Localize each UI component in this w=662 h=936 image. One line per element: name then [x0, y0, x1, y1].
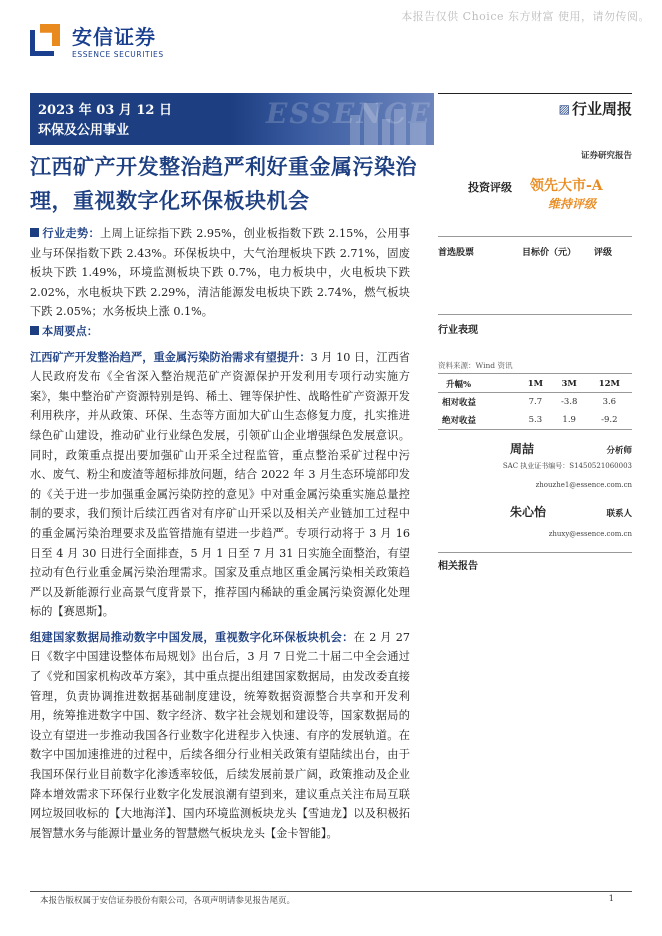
table-row: [438, 411, 632, 430]
stock-col-rating: 评级: [594, 248, 613, 258]
analyst-name: 周喆: [510, 442, 535, 456]
analyst-email[interactable]: zhouzhe1@essence.com.cn: [535, 481, 632, 489]
perf-header: 1M: [519, 376, 552, 393]
stock-col-target: 目标价（元）: [522, 248, 577, 258]
perf-table: [438, 376, 632, 430]
table-cell: 3.6: [602, 397, 617, 407]
company-logo: [30, 24, 164, 60]
point2-paragraph: [30, 628, 410, 844]
perf-title: 行业表现: [438, 314, 632, 336]
trend-text: 上周上证综指下跌 2.95%，创业板指数下跌 2.15%，公用事业与环保指数下跌 2.43%。环保板块中，大气治理板块下跌 2.71%，固废板块下跌 1.49%，环境监测板块下跌 0.7%，电力板块中，火电板块下跌 2.02%，水电板块下跌 2.29%，清洁能源发电板块下跌 2.74%，燃气板块下跌 2.05%；水务板块上涨 0.1%。: [30, 227, 410, 319]
table-cell: 5.3: [519, 411, 552, 430]
table-cell: 相对收益: [442, 398, 477, 408]
report-title: 江西矿产开发整治趋严利好重金属污染治理，重视数字化环保板块机会: [30, 154, 417, 213]
point1-paragraph: [30, 348, 410, 622]
report-sector: 环保及公用事业: [38, 123, 130, 138]
point1-text: 3 月 10 日，江西省人民政府发布《全省深入整治规范矿产资源保护开发利用专项行动实施方案》，集中整治矿产资源特别是钨、稀土、锂等保护性、战略性矿产资源开发利用秩序，并从政策、环保、生态等方面加大矿山生态修复力度，扎实推进绿色矿山建设，推动矿业行业绿色发展，引领矿山企业增强绿色发展意识。同时，政策重点提出要加强矿山开采全过程监管，重点整治采矿过程中污水、废气、粉尘和废渣等超标排放问题，结合 2022 年 3 月生态环境部印发的《关于进一步加强重金属污染防控的意见》中对重金属污染重实施总量控制的要求，我们预计后续江西省对有序矿山开采以及相关产业链加工过程中的重金属污染治理要求及监管措施有望进一步趋严。专项行动将于 3 月 16 日至 4 月 30 日进行全面排查，5 月 1 日至 7 月 31 日实施全面整治，有望拉动有色行业重金属污染治理需求。国家及重点地区重金属污染相关政策趋严以及新能源行业高景气度背景下，推荐国内稀缺的重金属污染资源化处理标的【赛恩斯】。: [30, 350, 410, 619]
analyst-role: 分析师: [606, 446, 632, 456]
perf-source: 资料来源：Wind 资讯: [438, 360, 632, 374]
points-label: 本周要点：: [42, 323, 98, 338]
table-cell: 7.7: [528, 397, 543, 407]
footer-disclaimer: 本报告版权属于安信证券股份有限公司，各项声明请参见报告尾页。: [40, 896, 296, 906]
rating-label: 投资评级: [468, 181, 512, 194]
table-cell: 1.9: [552, 411, 587, 430]
rating-value: 领先大市-A: [530, 178, 603, 194]
doc-type: 证券研究报告: [580, 151, 632, 161]
rating-row: [438, 175, 632, 212]
sidebar: [438, 93, 632, 572]
analyst-name: 朱心怡: [510, 505, 547, 519]
trend-label: 行业走势：: [42, 226, 101, 240]
analyst-email[interactable]: zhuxy@essence.com.cn: [548, 530, 632, 538]
banner-watermark-word: ESSENCE: [266, 97, 432, 130]
point2-text: 在 2 月 27 日《数字中国建设整体布局规划》出台后，3 月 7 日党二十届二中全会通过了《党和国家机构改革方案》，其中重点提出组建国家数据局，由发改委直接管理，负责协调推进数据基础制度建设，统筹数据资源整合共享和开发利用，统筹推进数字中国、数字经济、数字社会规划和建设等，国家数据局的设立有望进一步推动我国各行业数字化进程步入快速、有序的发展轨道。在数字中国加速推进的过程中，后续各细分行业相关政策有望陆续出台，由于我国环保行业目前数字化渗透率较低，后续发展前景广阔，政策推动及企业降本增效需求下环保行业数字化发展浪潮有望到来，建议重点关注布局互联网垃圾回收标的【大地海洋】、国内环境监测板块龙头【雪迪龙】以及积极拓展智慧水务与能源计量业务的智慧燃气板块龙头【金卡智能】。: [30, 630, 410, 840]
table-cell: 绝对收益: [438, 411, 519, 430]
analyst-1: [438, 440, 632, 457]
watermark: 本报告仅供 Choice 东方财富 使用，请勿传阅。: [401, 10, 650, 23]
page-number: 1: [608, 894, 614, 904]
table-row: [438, 393, 632, 412]
report-date: 2023 年 03 月 12 日: [38, 103, 172, 118]
rating-action: 维持评级: [548, 197, 597, 211]
point2-title: 组建国家数据局推动数字中国发展，重视数字化环保板块机会：: [30, 629, 354, 644]
footer-divider: [30, 891, 632, 892]
perf-header: 升幅%: [438, 376, 519, 393]
related-reports-title: 相关报告: [438, 552, 632, 572]
header-banner: [30, 93, 434, 145]
table-cell: -3.8: [560, 397, 578, 407]
bullet-icon: [30, 326, 39, 335]
chart-icon: ▨: [558, 101, 570, 116]
report-type: 行业周报: [571, 100, 632, 118]
analyst-role: 联系人: [606, 509, 632, 519]
perf-header: 12M: [587, 376, 632, 393]
logo-icon: [30, 24, 64, 60]
report-body: [30, 224, 410, 843]
stock-table-header: [438, 236, 632, 258]
analyst-cert: SAC 执业证书编号：S1450521060003: [502, 462, 632, 470]
logo-en-text: ESSENCE SECURITIES: [72, 49, 164, 59]
table-cell: -9.2: [587, 411, 632, 430]
point1-title: 江西矿产开发整治趋严，重金属污染防治需求有望提升：: [30, 349, 311, 364]
bullet-icon: [30, 228, 39, 237]
logo-cn-text: 安信证券: [72, 24, 156, 49]
perf-header: 3M: [552, 376, 587, 393]
analyst-2: [438, 503, 632, 520]
trend-paragraph: [30, 224, 410, 322]
points-heading: [30, 322, 410, 342]
stock-col-name: 首选股票: [438, 248, 475, 258]
perf-header-row: [438, 376, 632, 393]
